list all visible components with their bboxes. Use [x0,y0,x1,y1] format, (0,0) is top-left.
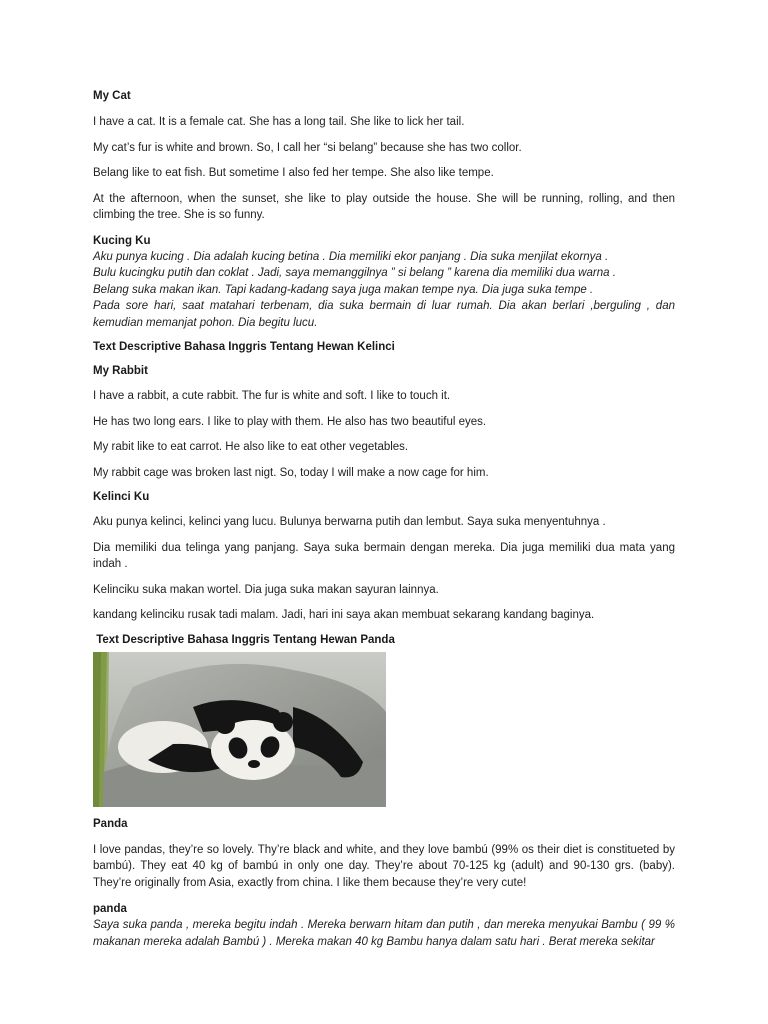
my-rabbit-paragraph-3: My rabit like to eat carrot. He also like to eat other vegetables. [93,441,409,453]
kelinci-ku-paragraph-1: Aku punya kelinci, kelinci yang lucu. Bulunya berwarna putih dan lembut. Saya suka menyentuhnya . [93,516,606,528]
my-cat-paragraph-3: Belang like to eat fish. But sometime I also fed her tempe. She also like tempe. [93,167,494,179]
my-cat-paragraph-2: My cat’s fur is white and brown. So, I call her “si belang” because she has two collor. [93,141,522,154]
kelinci-ku-paragraph-3: Kelinciku suka makan wortel. Dia juga suka makan sayuran lainnya. [93,583,439,596]
panda-nose [248,760,260,768]
kucing-ku-line-4: Pada sore hari, saat matahari terbenam, dia suka bermain di luar rumah. Dia akan berlari ,berguling , dan kemudian memanjat pohon. Dia begitu lucu. [93,300,675,329]
kelinci-ku-paragraph-4: kandang kelinciku rusak tadi malam. Jadi, hari ini saya akan membuat sekarang kandang baginya. [93,609,595,621]
my-cat-paragraph-1: I have a cat. It is a female cat. She has a long tail. She like to lick her tail. [93,116,465,128]
document-page [93,88,675,950]
kelinci-ku-heading: Kelinci Ku [93,491,150,503]
my-rabbit-paragraph-2: He has two long ears. I like to play with them. He also has two beautiful eyes. [93,415,487,428]
panda-right-ear [273,712,293,732]
panda-section-title: Text Descriptive Bahasa Inggris Tentang Hewan Panda [93,633,395,646]
panda-paragraph: I love pandas, they’re so lovely. Thy’re black and white, and they love bambú (99% os their diet is constitueted by bambú). They eat 40 kg of bambú in only one day. They’re about 70-125 kg (adult) and 90-130 grs. (baby). They’re originally from Asia, exactly from china. I like them because they’re very cute! [93,843,675,889]
rabbit-section-title: Text Descriptive Bahasa Inggris Tentang Hewan Kelinci [93,341,395,353]
kucing-ku-heading: Kucing Ku [93,234,151,247]
kucing-ku-line-2: Bulu kucingku putih dan coklat . Jadi, saya memanggilnya ” si belang ” karena dia memiliki dua warna . [93,267,616,279]
my-cat-heading: My Cat [93,90,131,102]
panda-id-paragraph: Saya suka panda , mereka begitu indah . Mereka berwarn hitam dan putih , dan mereka menyukai Bambu ( 99 % makanan mereka adalah Bambú ) . Mereka makan 40 kg Bambu hanya dalam satu hari . Berat mereka sekitar [93,919,675,948]
my-rabbit-heading: My Rabbit [93,365,148,377]
panda-photo [93,652,386,807]
panda-left-ear [215,714,235,734]
panda-id-heading: panda [93,903,127,915]
panda-heading: Panda [93,817,128,830]
my-rabbit-paragraph-1: I have a rabbit, a cute rabbit. The fur is white and soft. I like to touch it. [93,390,451,402]
kucing-ku-line-1: Aku punya kucing . Dia adalah kucing betina . Dia memiliki ekor panjang . Dia suka menjilat ekornya . [93,250,609,263]
kucing-ku-line-3: Belang suka makan ikan. Tapi kadang-kadang saya juga makan tempe nya. Dia juga suka tempe . [93,283,594,296]
kelinci-ku-paragraph-2: Dia memiliki dua telinga yang panjang. Saya suka bermain dengan mereka. Dia juga memiliki dua mata yang indah . [93,541,675,570]
my-cat-paragraph-4: At the afternoon, when the sunset, she like to play outside the house. She will be running, rolling, and then climbing the tree. She is so funny. [93,192,675,221]
my-rabbit-paragraph-4: My rabbit cage was broken last nigt. So, today I will make a now cage for him. [93,466,489,479]
